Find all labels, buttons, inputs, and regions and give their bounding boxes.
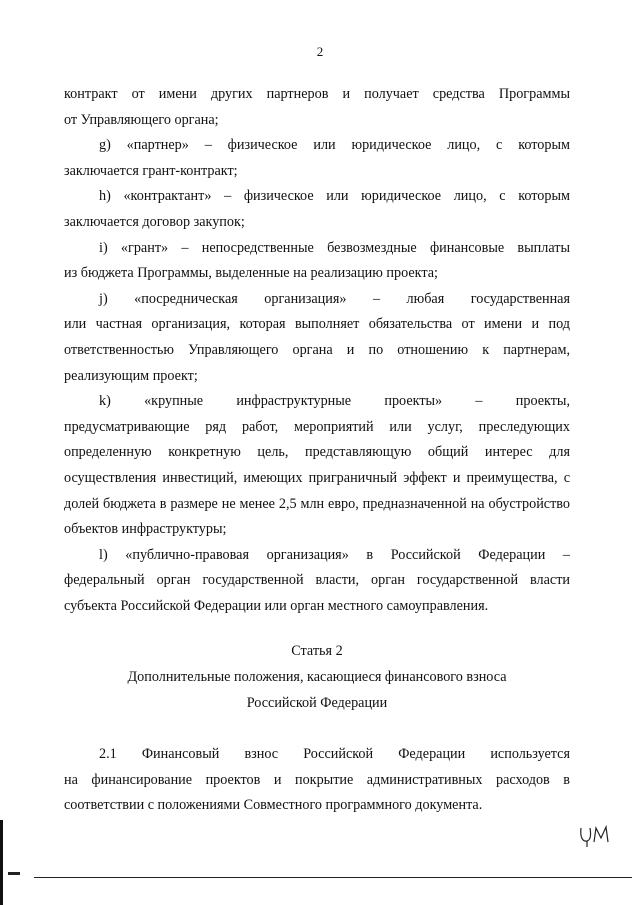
clause-2-1 (64, 742, 570, 819)
definition-j (64, 287, 570, 389)
handwritten-initials (578, 820, 614, 850)
definition-rest: или частная организация, которая выполняет обязательства от имени и под ответственностью Управляющего органа и по отношению к партнерам, реализующим проект; (64, 316, 570, 384)
definition-rest: из бюджета Программы, выделенные на реализацию проекта; (64, 265, 438, 282)
article-subtitle-line-1: Дополнительные положения, касающиеся финансового взноса (127, 669, 507, 686)
definition-g (64, 133, 570, 184)
definition-first-line: g) «партнер» – физическое или юридическое лицо, с которым (99, 137, 570, 154)
definition-first-line: j) «посредническая организация» – любая государственная (99, 290, 570, 307)
definition-first-line: k) «крупные инфраструктурные проекты» – проекты, (99, 393, 570, 410)
clause-rest: на финансирование проектов и покрытие административных расходов в соответствии с положениями Совместного программного документа. (64, 771, 570, 814)
document-body (64, 82, 570, 819)
margin-mark (8, 872, 20, 875)
definition-i (64, 236, 570, 287)
definition-rest: заключается договор закупок; (64, 213, 245, 230)
definition-rest: федеральный орган государственной власти, орган государственной власти субъекта Российской Федерации или орган местного самоуправления. (64, 572, 570, 614)
definition-first-line: h) «контрактант» – физическое или юридическое лицо, с которым (99, 188, 570, 205)
definition-h (64, 184, 570, 235)
paragraph-line: от Управляющего органа; (64, 111, 219, 128)
paragraph-line: контракт от имени других партнеров и получает средства Программы (64, 86, 570, 102)
definition-first-line: l) «публично-правовая организация» в Российской Федерации – (99, 546, 570, 563)
footer-rule (34, 877, 632, 878)
article-subtitle-line-2: Российской Федерации (246, 694, 388, 711)
definition-k (64, 389, 570, 543)
definition-l (64, 543, 570, 620)
spacer (64, 716, 570, 742)
definition-rest: заключается грант-контракт; (64, 162, 238, 179)
article-title: Статья 2 (291, 643, 343, 660)
definition-rest: предусматривающие ряд работ, мероприятий или услуг, преследующих определенную конкретную цель, представляющую общий интерес для осуществления инвестиций, имеющих приграничный эффект и преимущества, с долей бюджета в размере не менее 2,5 млн евро, предназначенной на обустройство объектов инфраструктуры; (64, 418, 570, 538)
clause-first-line: 2.1 Финансовый взнос Российской Федерации используется (99, 746, 570, 763)
paragraph-continuation (64, 82, 570, 133)
definition-first-line: i) «грант» – непосредственные безвозмездные финансовые выплаты (99, 239, 570, 256)
page-number: 2 (316, 44, 324, 59)
scan-edge-bar (0, 820, 3, 905)
